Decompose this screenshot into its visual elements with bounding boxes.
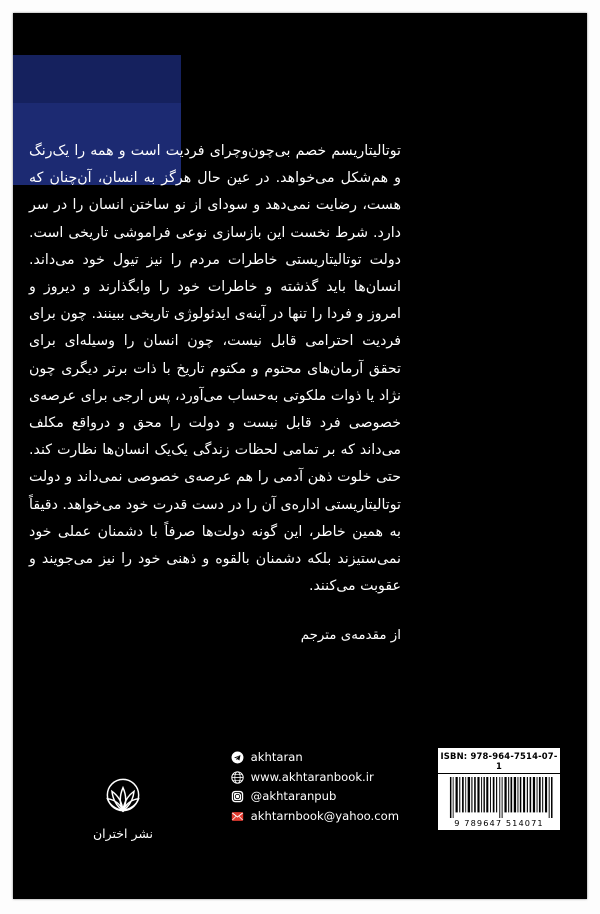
contact-row-website[interactable] — [231, 769, 399, 787]
contact-website-text: www.akhtaranbook.ir — [250, 769, 374, 784]
barcode-box — [437, 747, 561, 831]
publisher-name: نشر اختران — [92, 826, 154, 841]
blurb-paragraph: توتالیتاریسم خصم بی‌چون‌وچرای فردیت است و همه را یک‌رنگ و هم‌شکل می‌خواهد. در عین حال هرگز به انسان، آن‌چنان که هست، رضایت نمی‌دهد و سودای از نو ساختن انسان را در سر دارد. شرط نخست این بازسازی نوعی فراموشی تاریخی است. دولت توتالیتاریستی خاطرات مردم را نیز تیول خود می‌داند. انسان‌ها باید گذشته و خاطرات خود را وابگذارند و دیروز و امروز و فردا را تنها در آینه‌ی ایدئولوژی تاریخی ببینند. چون برای فردیت احترامی قابل نیست، چون انسان را وسیله‌ای برای تحقق آرمان‌های محتوم و مکتوم تاریخ با ذات برتر دیگری چون نژاد یا ذوات ملکوتی به‌حساب می‌آورد، پس ارجی برای عرصه‌ی خصوصی فرد قابل نیست و دولت را محق و درواقع مکلف می‌داند که بر تمامی لحظات زندگی یک‌یک انسان‌ها نظارت کند. حتی خلوت ذهن آدمی را هم عرصه‌ی خصوصی نمی‌داند و دولت توتالیتاریستی اداره‌ی آن را در دست قدرت خود می‌خواهد. دقیقاً به همین خاطر، این گونه دولت‌ها صرفاً با دشمنان عملی خود نمی‌ستیزند بلکه دشمنان بالقوه و ذهنی خود را نیز می‌جویند و عقوبت می‌کنند. — [29, 143, 401, 595]
contact-instagram-text: @akhtaranpub — [250, 789, 337, 804]
instagram-icon — [231, 790, 244, 803]
blue-accent-block-dark — [13, 55, 181, 103]
contact-telegram-text: akhtaran — [250, 750, 303, 765]
barcode-bars — [444, 774, 560, 818]
contact-email-text: akhtarnbook@yahoo.com — [250, 808, 399, 823]
back-cover-blurb — [29, 138, 401, 650]
telegram-icon — [231, 751, 244, 764]
blurb-attribution: از مقدمه‌ی مترجم — [300, 628, 401, 644]
globe-icon — [231, 771, 244, 784]
publisher-block — [75, 772, 171, 841]
contact-row-instagram[interactable] — [231, 788, 399, 806]
email-icon — [231, 810, 244, 823]
barcode-digits: 9 789647 514071 — [454, 818, 544, 828]
contact-row-email[interactable] — [231, 808, 399, 826]
contact-list — [231, 749, 399, 827]
contact-row-telegram[interactable] — [231, 749, 399, 767]
flower-logo-icon — [100, 772, 146, 818]
book-back-cover — [13, 13, 587, 899]
isbn-label: ISBN: 978-964-7514-07-1 — [438, 748, 560, 774]
